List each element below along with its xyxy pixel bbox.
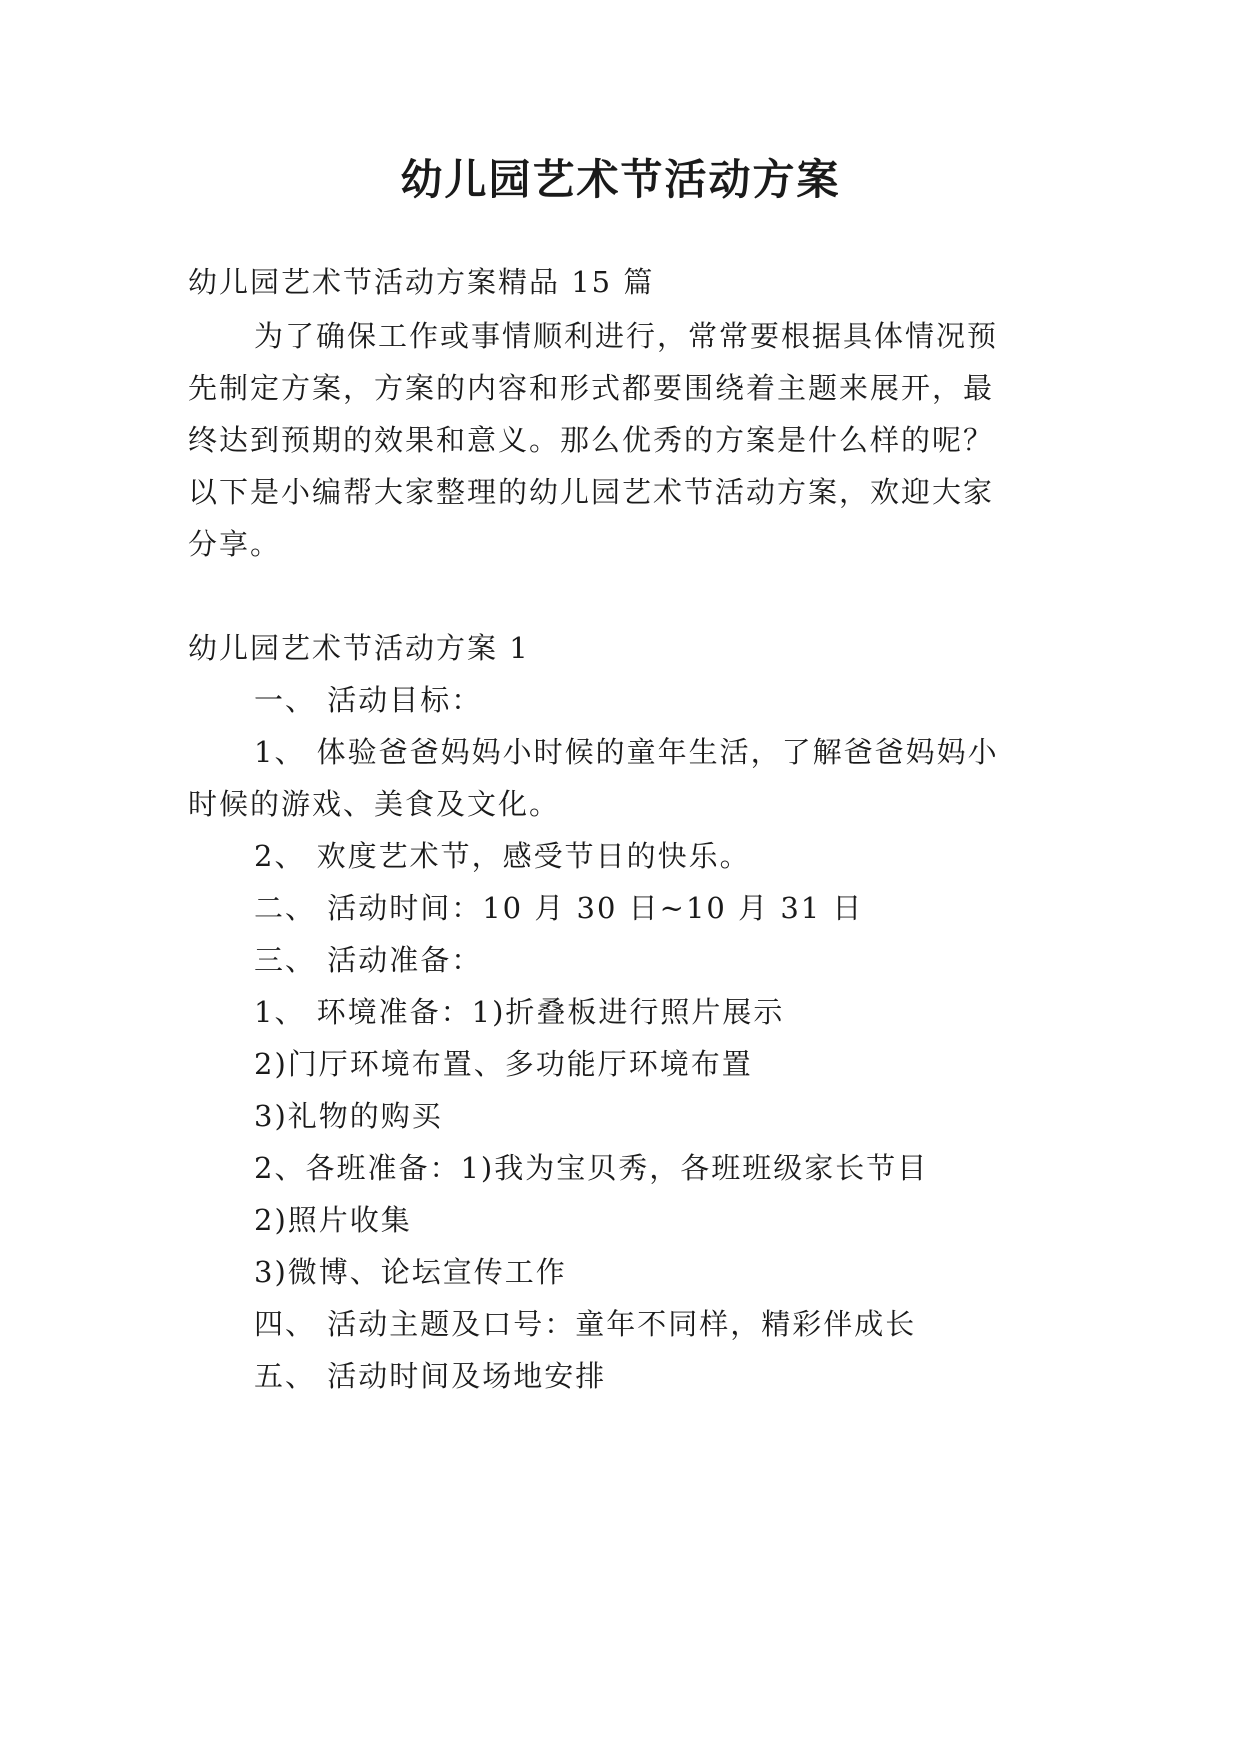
body-line: 3)礼物的购买	[254, 1099, 443, 1133]
body-line: 时候的游戏、美食及文化。	[188, 787, 561, 821]
body-line: 2)照片收集	[254, 1203, 412, 1237]
body-line: 二、 活动时间：10 月 30 日~10 月 31 日	[254, 891, 864, 925]
body-line: 2)门厅环境布置、多功能厅环境布置	[254, 1047, 753, 1081]
body-line: 三、 活动准备：	[254, 943, 483, 977]
body-line: 1、 体验爸爸妈妈小时候的童年生活，了解爸爸妈妈小	[254, 735, 999, 769]
section-title: 幼儿园艺术节活动方案 1	[188, 631, 530, 665]
body-line: 五、 活动时间及场地安排	[254, 1359, 607, 1393]
intro-line: 分享。	[188, 527, 282, 561]
intro-line: 终达到预期的效果和意义。那么优秀的方案是什么样的呢？	[188, 423, 995, 457]
document-subtitle: 幼儿园艺术节活动方案精品 15 篇	[188, 265, 655, 299]
body-line: 四、 活动主题及口号：童年不同样，精彩伴成长	[254, 1307, 917, 1341]
body-line: 一、 活动目标：	[254, 683, 483, 717]
body-line: 1、 环境准备：1)折叠板进行照片展示	[254, 995, 785, 1029]
intro-line: 为了确保工作或事情顺利进行，常常要根据具体情况预	[254, 319, 999, 353]
document-title: 幼儿园艺术节活动方案	[400, 155, 841, 204]
intro-line: 先制定方案，方案的内容和形式都要围绕着主题来展开，最	[188, 371, 995, 405]
body-line: 3)微博、论坛宣传工作	[254, 1255, 567, 1289]
body-line: 2、各班准备：1)我为宝贝秀，各班班级家长节目	[254, 1151, 929, 1185]
body-line: 2、 欢度艺术节，感受节日的快乐。	[254, 839, 751, 873]
intro-line: 以下是小编帮大家整理的幼儿园艺术节活动方案，欢迎大家	[188, 475, 995, 509]
